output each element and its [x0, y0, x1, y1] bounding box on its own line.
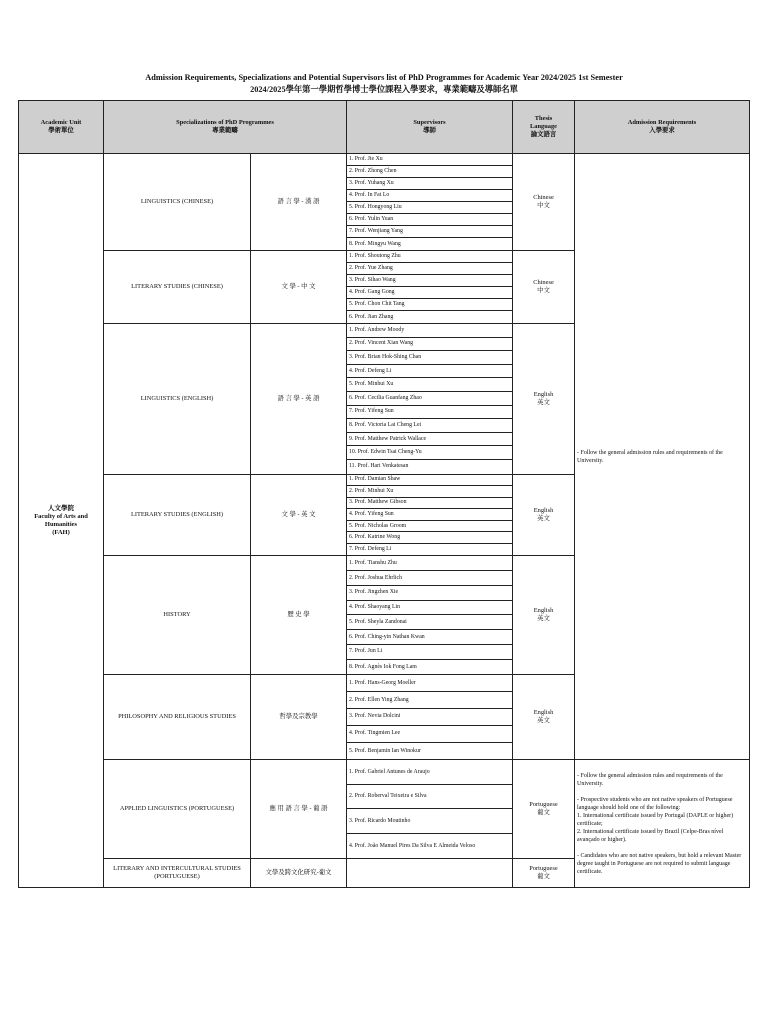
supervisor-entry: 2. Prof. Roberval Teixeira e Silva — [347, 785, 512, 810]
supervisor-entry: 2. Prof. Joshua Ehrlich — [347, 571, 512, 586]
supervisor-entry: 8. Prof. Victoria Lai Cheng Lei — [347, 419, 512, 433]
supervisor-list — [347, 760, 513, 859]
supervisor-entry: 6. Prof. Jian Zhang — [349, 313, 394, 320]
supervisor-entry: 6. Prof. Katrine Wong — [347, 532, 512, 544]
supervisor-entry: 2. Prof. Zhong Chen — [347, 166, 512, 178]
specialization-name-zh: 哲學及宗教學 — [251, 675, 347, 760]
supervisor-entry: 4. Prof. João Manuel Pires Da Silva E Almeida Veloso — [349, 842, 476, 849]
supervisor-entry: 1. Prof. Shoutong Zhu — [347, 251, 512, 263]
specialization-name-en: HISTORY — [104, 556, 251, 675]
header-academic-unit: Academic Unit 學術單位 — [19, 101, 104, 154]
thesis-language-cell: English 英文 — [513, 324, 575, 475]
supervisor-entry: 2. Prof. Ellen Ying Zhang — [347, 692, 512, 709]
supervisor-entry: 2. Prof. Vincent Xian Wang — [347, 338, 512, 352]
thesis-language-cell: English 英文 — [513, 474, 575, 556]
requirements-general: - Follow the general admission rules and requirements of the University. — [575, 154, 750, 760]
supervisor-entry: 3. Prof. Sihao Wang — [347, 275, 512, 287]
supervisor-entry: 3. Prof. Ricardo Moutinho — [347, 809, 512, 834]
supervisor-entry: 4. Prof. Gang Gong — [347, 287, 512, 299]
supervisor-entry: 3. Prof. Matthew Gibson — [347, 498, 512, 510]
supervisor-entry: 7. Prof. Yifeng Sun — [347, 406, 512, 420]
header-supervisors: Supervisors 導師 — [347, 101, 513, 154]
supervisor-list — [347, 251, 513, 324]
supervisor-entry: 9. Prof. Matthew Patrick Wallace — [347, 433, 512, 447]
supervisor-entry: 6. Prof. Ching-yin Nathan Kwan — [347, 630, 512, 645]
title-line-english: Admission Requirements, Specializations and Potential Supervisors list of PhD Programmes for Academic Year 2024/2025 1st Semester — [145, 73, 623, 82]
thesis-language-cell: Portuguese 葡文 — [513, 760, 575, 859]
specialization-name-zh: 文學及跨文化研究-葡文 — [251, 859, 347, 888]
supervisor-list — [347, 859, 513, 888]
specialization-name-zh: 語 言 學 - 漢 語 — [251, 154, 347, 251]
supervisor-entry: 2. Prof. Yue Zhang — [347, 263, 512, 275]
specialization-name-en: LITERARY STUDIES (CHINESE) — [104, 251, 251, 324]
supervisor-entry: 5. Prof. Nicholas Groom — [347, 521, 512, 533]
thesis-language-cell: English 英文 — [513, 675, 575, 760]
supervisor-entry: 3. Prof. Brian Hok-Shing Chan — [347, 351, 512, 365]
supervisor-entry: 1. Prof. Damian Shaw — [347, 475, 512, 487]
supervisor-list — [347, 556, 513, 675]
supervisor-entry: 1. Prof. Hans-Georg Moeller — [347, 675, 512, 692]
header-specializations: Specializations of PhD Programmes 專業範疇 — [104, 101, 347, 154]
programme-row — [19, 760, 750, 859]
specialization-name-zh: 文 學 - 中 文 — [251, 251, 347, 324]
supervisor-entry: 2. Prof. Minhui Xu — [347, 486, 512, 498]
document-title — [0, 72, 768, 96]
supervisor-entry: 8. Prof. Mingyu Wang — [349, 240, 401, 247]
thesis-language-cell: Chinese 中文 — [513, 154, 575, 251]
specialization-name-zh: 應 用 語 言 學 - 葡 語 — [251, 760, 347, 859]
specialization-name-zh: 歷 史 學 — [251, 556, 347, 675]
supervisor-list — [347, 324, 513, 475]
supervisor-entry: 7. Prof. Jun Li — [347, 645, 512, 660]
specialization-name-en: LINGUISTICS (CHINESE) — [104, 154, 251, 251]
supervisor-entry: 3. Prof. Jingzhen Xie — [347, 586, 512, 601]
specialization-name-en: PHILOSOPHY AND RELIGIOUS STUDIES — [104, 675, 251, 760]
supervisor-entry: 8. Prof. Agnès Iok Fong Lam — [349, 663, 417, 670]
supervisor-entry: 7. Prof. Wenjiang Yang — [347, 226, 512, 238]
programme-row — [19, 154, 750, 251]
thesis-language-cell: Portuguese 葡文 — [513, 859, 575, 888]
supervisor-list — [347, 154, 513, 251]
header-admission-requirements: Admission Requirements 入學要求 — [575, 101, 750, 154]
supervisor-entry: 5. Prof. Chon Chit Tang — [347, 299, 512, 311]
supervisor-entry: 5. Prof. Minhui Xu — [347, 378, 512, 392]
supervisor-entry: 1. Prof. Andrew Moody — [347, 324, 512, 338]
thesis-language-cell: Chinese 中文 — [513, 251, 575, 324]
supervisor-entry: 1. Prof. Gabriel Antunes de Araujo — [347, 760, 512, 785]
supervisor-entry: 1. Prof. Jie Xu — [347, 154, 512, 166]
supervisor-entry: 10. Prof. Edwin Tsai Cheng-Yu — [347, 446, 512, 460]
specialization-name-en: APPLIED LINGUISTICS (PORTUGUESE) — [104, 760, 251, 859]
specialization-name-en: LINGUISTICS (ENGLISH) — [104, 324, 251, 475]
requirements-portuguese: - Follow the general admission rules and requirements of the University. - Prospective students who are not native speakers of Portuguese language should hold one of the following: 1. International certificate issued by Portugal (DAPLE or higher) certificate; 2. International certificate issued by Brazil (Celpe-Bras nível avançado or higher). - Candidates who are not native speakers, but hold a relevant Master degree taught in Portuguese are not required to submit language certificate. — [575, 760, 750, 888]
specialization-name-zh: 語 言 學 - 英 語 — [251, 324, 347, 475]
supervisor-entry: 5. Prof. Sheyla Zandonai — [347, 615, 512, 630]
thesis-language-cell: English 英文 — [513, 556, 575, 675]
supervisor-entry: 4. Prof. Shaoyang Lin — [347, 601, 512, 616]
supervisor-entry: 4. Prof. Defeng Li — [347, 365, 512, 379]
supervisor-entry: 3. Prof. Yuhang Xu — [347, 178, 512, 190]
academic-unit-cell: 人文學院 Faculty of Arts and Humanities (FAH) — [19, 154, 104, 888]
supervisor-entry: 6. Prof. Yulin Yuan — [347, 214, 512, 226]
supervisor-entry: 1. Prof. Tianshu Zhu — [347, 556, 512, 571]
supervisor-entry: 4. Prof. Tingmien Lee — [347, 726, 512, 743]
header-thesis-language: Thesis Language 論文語言 — [513, 101, 575, 154]
supervisor-entry: 11. Prof. Hari Venkatesan — [349, 463, 409, 470]
supervisor-entry: 7. Prof. Defeng Li — [349, 546, 392, 553]
supervisor-entry: 5. Prof. Benjamin Ian Winokur — [349, 747, 421, 754]
specialization-name-en: LITERARY STUDIES (ENGLISH) — [104, 474, 251, 556]
specialization-name-zh: 文 學 - 英 文 — [251, 474, 347, 556]
supervisor-list — [347, 675, 513, 760]
table-header-row — [19, 101, 750, 154]
supervisor-entry: 4. Prof. In Fat Lo — [347, 190, 512, 202]
supervisor-list — [347, 474, 513, 556]
supervisor-entry: 6. Prof. Cecilia Guanfang Zhao — [347, 392, 512, 406]
title-line-chinese: 2024/2025學年第一學期哲學博士學位課程入學要求，專業範疇及導師名單 — [250, 85, 518, 94]
specialization-name-en: LITERARY AND INTERCULTURAL STUDIES (PORTUGUESE) — [104, 859, 251, 888]
supervisor-entry: 5. Prof. Hongyong Liu — [347, 202, 512, 214]
supervisor-entry: 3. Prof. Nevia Dolcini — [347, 709, 512, 726]
supervisor-entry: 4. Prof. Yifeng Sun — [347, 509, 512, 521]
programmes-table — [18, 100, 750, 888]
